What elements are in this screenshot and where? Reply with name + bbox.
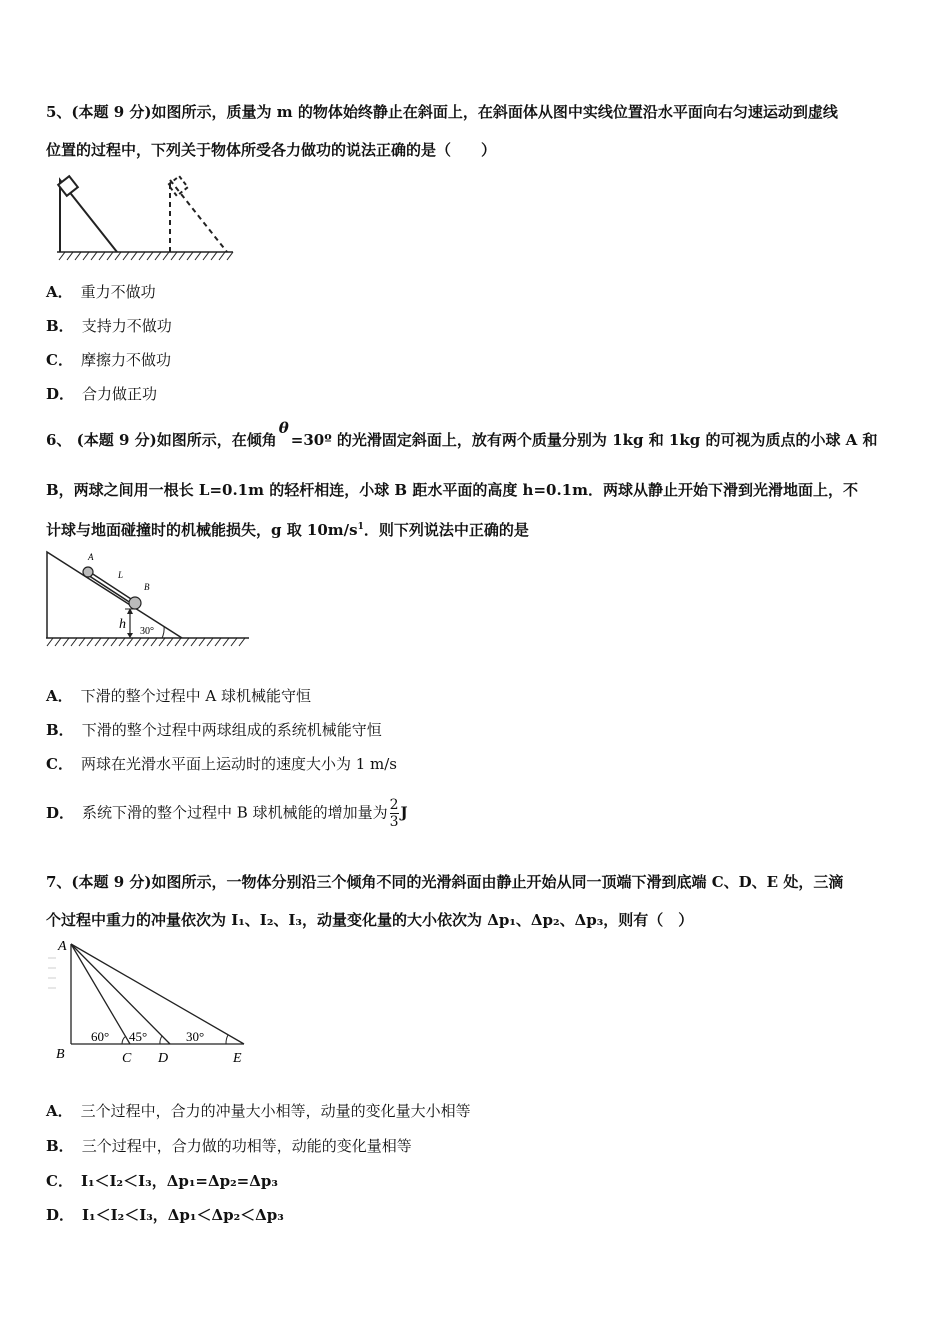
q7-angle-45: 45° — [129, 1029, 148, 1044]
theta-symbol: θ — [278, 419, 289, 437]
q5-option-b[interactable]: B． 支持力不做功 — [46, 317, 172, 335]
q7-figure — [46, 938, 256, 1068]
q7-label-a: A — [58, 939, 67, 954]
q7-angle-30: 30° — [186, 1029, 205, 1044]
q5-option-a[interactable]: A． 重力不做功 — [46, 283, 156, 301]
q6-label-a: A — [88, 552, 94, 562]
q7-stem-line2: 个过程中重力的冲量依次为 I₁、I₂、I₃，动量变化量的大小依次为 Δp₁、Δp₂、Δp₃，则有（ ） — [46, 911, 694, 929]
q7-option-c[interactable]: C． I₁＜I₂＜I₃，Δp₁=Δp₂=Δp₃ — [46, 1172, 278, 1190]
q6-option-a[interactable]: A． 下滑的整个过程中 A 球机械能守恒 — [46, 687, 312, 705]
q5-figure — [55, 172, 240, 264]
q7-angle-60: 60° — [91, 1029, 110, 1044]
q6-label-h: h — [119, 617, 126, 632]
q7-label-e: E — [233, 1051, 242, 1066]
q6-stem-line3: 计球与地面碰撞时的机械能损失，g 取 $10m/s^1$．则下列说法中正确的是 — [46, 521, 529, 539]
q6-stem-line2: B，两球之间用一根长 L=0.1m 的轻杆相连，小球 B 距水平面的高度 h=0.1m．两球从静止开始下滑到光滑地面上，不 — [46, 481, 858, 499]
q7-option-d[interactable]: D． I₁＜I₂＜I₃，Δp₁＜Δp₂＜Δp₃ — [46, 1206, 284, 1224]
q5-stem-line2: 位置的过程中，下列关于物体所受各力做功的说法正确的是（ ） — [46, 141, 497, 159]
q6-option-c[interactable]: C． 两球在光滑水平面上运动时的速度大小为 1 m/s — [46, 755, 398, 773]
q6-label-angle: 30° — [140, 626, 154, 637]
q5-option-d[interactable]: D． 合力做正功 — [46, 385, 158, 403]
q5-stem-line1: 5、(本题 9 分)如图所示，质量为 m 的物体始终静止在斜面上，在斜面体从图中实线位置沿水平面向右匀速运动到虚线 — [46, 103, 838, 121]
q7-option-b[interactable]: B． 三个过程中，合力做的功相等，动能的变化量相等 — [46, 1137, 412, 1155]
q7-label-d: D — [158, 1051, 169, 1066]
q6-label-l: L — [118, 570, 124, 580]
q7-label-c: C — [122, 1051, 132, 1066]
q7-label-b: B — [56, 1047, 65, 1062]
q6-figure — [44, 548, 254, 653]
q7-stem-line1: 7、(本题 9 分)如图所示，一物体分别沿三个倾角不同的光滑斜面由静止开始从同一顶端下滑到底端 C、D、E 处，三滴 — [46, 873, 844, 891]
q6-option-d[interactable]: D． 系统下滑的整个过程中 B 球机械能的增加量为 $\frac{2}{3}$ J — [46, 797, 408, 830]
q5-option-c[interactable]: C． 摩擦力不做功 — [46, 351, 171, 369]
q6-label-b: B — [144, 582, 150, 592]
q6-stem-line1: 6、 (本题 9 分)如图所示，在倾角θ=30º 的光滑固定斜面上，放有两个质量分别为 1kg 和 1kg 的可视为质点的小球 A 和 — [46, 419, 878, 449]
fraction: $\frac{2}{3}$ — [389, 797, 399, 830]
q6-option-b[interactable]: B． 下滑的整个过程中两球组成的系统机械能守恒 — [46, 721, 382, 739]
q7-option-a[interactable]: A． 三个过程中，合力的冲量大小相等，动量的变化量大小相等 — [46, 1102, 471, 1120]
